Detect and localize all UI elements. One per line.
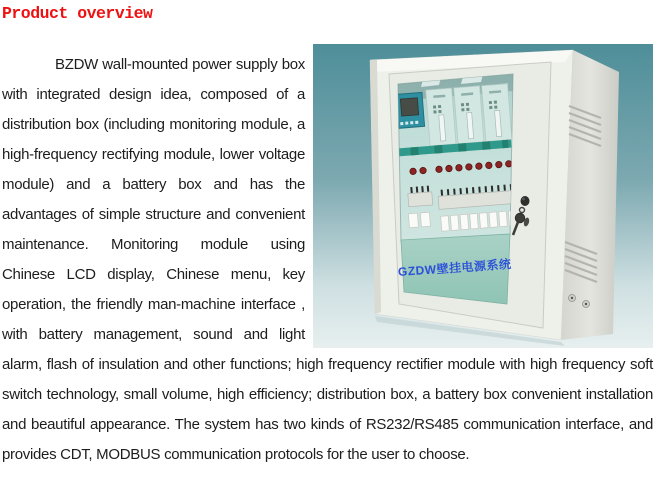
product-photo: [313, 44, 653, 348]
rectifier-module: [454, 86, 484, 144]
cabinet: [370, 50, 619, 346]
monitoring-module: [396, 92, 425, 128]
rectifier-module: [482, 84, 512, 142]
lower-panel: [397, 234, 511, 304]
rectifier-module: [426, 88, 456, 146]
page-title: Product overview: [2, 4, 153, 23]
cabinet-panel-label: GZDW壁挂电源系统: [397, 257, 512, 279]
lcd-screen: [400, 98, 418, 116]
content-area: [2, 24, 653, 470]
body-paragraph: BZDW wall-mounted power supply box with integrated design idea, composed of a distribution box (including monitoring module, a high-frequency rectifying module, lower voltage module) and a battery box and has the advantages of simple structure and convenient maintenance. Monitoring module using Chinese LCD display, Chinese menu, key operation, the friendly man-machine interface , with battery management, sound and light alarm, flash of insulation and other functions; high frequency rectifier module with high frequency soft switch technology, small volume, high efficiency; distribution box, a battery box convenient installation and beautiful appearance. The system has two kinds of RS232/RS485 communication interface, and provides CDT, MODBUS communication protocols for the user to choose.: [2, 56, 653, 463]
rectifier-modules: [426, 84, 512, 146]
power-supply-cabinet-illustration: [313, 44, 653, 348]
